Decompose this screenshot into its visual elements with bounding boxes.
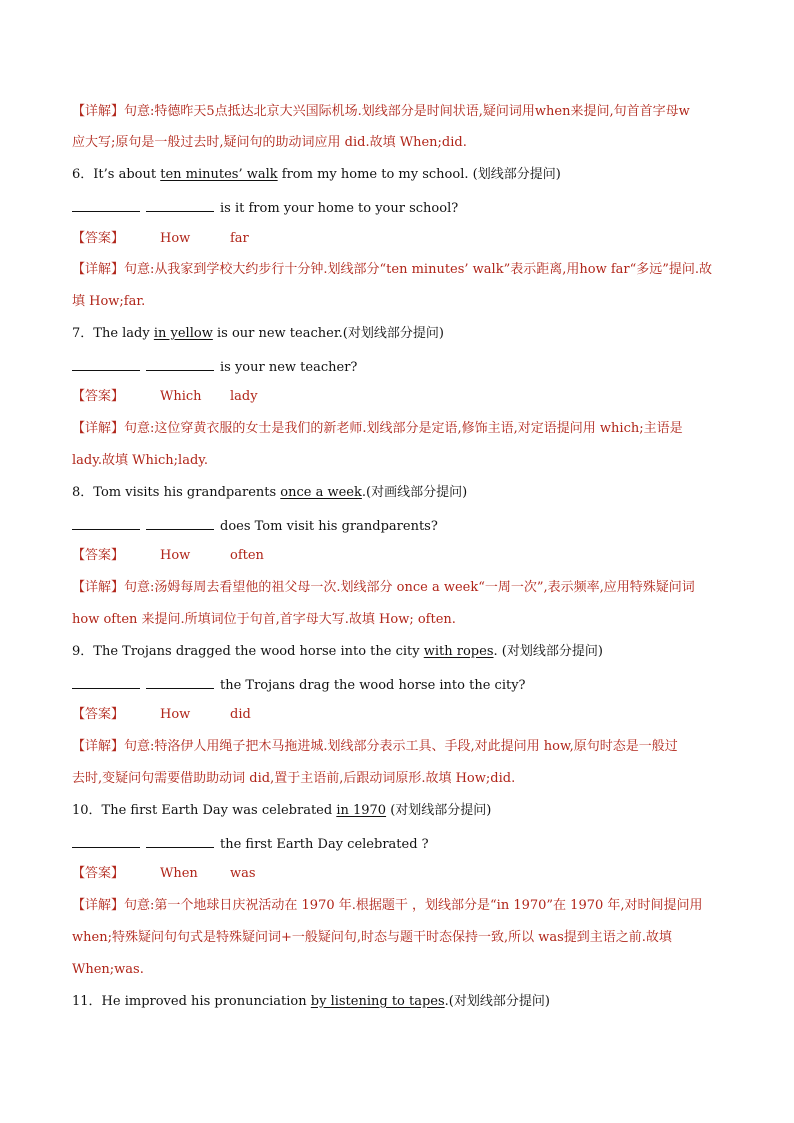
item8-answer-2: often [230,548,264,563]
item6-detail-line1 [72,262,732,278]
item7-stem [72,358,732,376]
item7-post: is our new teacher.(对划线部分提问) [212,326,444,341]
item10-stem-text: the first Earth Day celebrated ? [220,837,429,852]
item10-detail-text: 句意:第一个地球日庆祝活动在 1970 年.根据题干 ，划线部分是“in 1970”在 1970 年,对时间提问用 [124,898,703,913]
item8-underlined: once a week [280,485,362,500]
item7-detail-line2: lady.故填 Which;lady. [72,453,209,468]
item7-number: 7． [72,326,94,341]
item9-underlined: with ropes [423,644,494,659]
item10-detail-line1 [72,898,732,914]
answer-label: 【答案】 [72,231,125,246]
item10-blank-2[interactable] [146,835,214,848]
item7-answer-1: Which [160,389,202,404]
item8-detail-line1 [72,580,732,596]
item9-pre: The Trojans dragged the wood horse into the city [93,644,424,659]
item6-pre: It’s about [93,167,161,182]
item10-underlined: in 1970 [336,803,387,818]
item7-blank-2[interactable] [146,358,214,371]
detail-label: 【详解】 [72,262,125,277]
item10-blank-1[interactable] [72,835,140,848]
item8-answer-1: How [160,548,191,563]
item7-detail-text: 句意:这位穿黄衣服的女士是我们的新老师.划线部分是定语,修饰主语,对定语提问用 which;主语是 [124,421,683,436]
item10-pre: The first Earth Day was celebrated [101,803,337,818]
item6-detail-line2: 填 How;far. [72,294,146,309]
item11-question [72,994,732,1010]
detail-label: 【详解】 [72,104,125,119]
detail-label: 【详解】 [72,421,125,436]
item10-question [72,803,732,819]
item6-detail-text: 句意:从我家到学校大约步行十分钟.划线部分“ten minutes’ walk”表示距离,用how far“多远”提问.故 [124,262,713,277]
item7-detail-line1 [72,421,732,437]
item9-blank-2[interactable] [146,676,214,689]
item5-detail-line2: 应大写;原句是一般过去时,疑问句的助动词应用 did.故填 When;did. [72,135,467,150]
item7-underlined: in yellow [153,326,213,341]
item11-post: .(对划线部分提问) [444,994,550,1009]
item8-post: .(对画线部分提问) [361,485,468,500]
item10-number: 10． [72,803,102,818]
item10-answer-1: When [160,866,198,881]
item8-stem [72,517,732,535]
item8-blank-2[interactable] [146,517,214,530]
item11-pre: He improved his pronunciation [101,994,311,1009]
item10-answer-2: was [230,866,256,881]
item9-answer-2: did [230,707,251,722]
item6-stem [72,199,732,217]
answer-label: 【答案】 [72,707,125,722]
item5-detail-line1 [72,104,732,120]
item8-stem-text: does Tom visit his grandparents? [220,519,438,534]
item9-detail-text: 句意:特洛伊人用绳子把木马拖进城.划线部分表示工具、手段,对此提问用 how,原句时态是一般过 [124,739,678,754]
detail-label: 【详解】 [72,580,125,595]
item8-detail-line2: how often 来提问.所填词位于句首,首字母大写.故填 How; often. [72,612,456,627]
item6-answer [72,231,732,247]
item8-question [72,485,732,501]
item7-stem-text: is your new teacher? [220,360,358,375]
item6-question [72,167,732,183]
item6-answer-1: How [160,231,191,246]
item10-detail-line2: when;特殊疑问句句式是特殊疑问词+一般疑问句,时态与题干时态保持一致,所以 was提到主语之前.故填 [72,930,672,945]
detail-label: 【详解】 [72,898,125,913]
item8-number: 8． [72,485,94,500]
item7-answer [72,389,732,405]
answer-label: 【答案】 [72,866,125,881]
item6-stem-text: is it from your home to your school? [220,201,459,216]
item9-question [72,644,732,660]
item9-stem-text: the Trojans drag the wood horse into the city? [220,678,526,693]
answer-label: 【答案】 [72,389,125,404]
item9-detail-line1 [72,739,732,755]
item7-answer-2: lady [230,389,258,404]
item9-number: 9． [72,644,94,659]
item6-underlined: ten minutes’ walk [160,167,278,182]
item9-detail-line2: 去时,变疑问句需要借助助动词 did,置于主语前,后跟动词原形.故填 How;did. [72,771,516,786]
item6-blank-1[interactable] [72,199,140,212]
item6-post: from my home to my school. (划线部分提问) [277,167,561,182]
item7-blank-1[interactable] [72,358,140,371]
item6-answer-2: far [230,231,249,246]
item10-stem [72,835,732,853]
item11-underlined: by listening to tapes [310,994,445,1009]
item10-post: (对划线部分提问) [386,803,492,818]
item6-number: 6． [72,167,94,182]
item8-pre: Tom visits his grandparents [93,485,281,500]
item9-post: . (对划线部分提问) [493,644,603,659]
item9-stem [72,676,732,694]
item8-detail-text: 句意:汤姆每周去看望他的祖父母一次.划线部分 once a week“一周一次”,表示频率,应用特殊疑问词 [124,580,695,595]
item9-answer-1: How [160,707,191,722]
item5-detail-text: 句意:特德昨天5点抵达北京大兴国际机场.划线部分是时间状语,疑问词用when来提问,句首首字母w [124,104,690,119]
answer-label: 【答案】 [72,548,125,563]
item6-blank-2[interactable] [146,199,214,212]
item8-answer [72,548,732,564]
item10-detail-line3: When;was. [72,962,144,977]
item7-question [72,326,732,342]
item11-number: 11． [72,994,102,1009]
item7-pre: The lady [93,326,154,341]
item9-blank-1[interactable] [72,676,140,689]
item9-answer [72,707,732,723]
item10-answer [72,866,732,882]
detail-label: 【详解】 [72,739,125,754]
item8-blank-1[interactable] [72,517,140,530]
